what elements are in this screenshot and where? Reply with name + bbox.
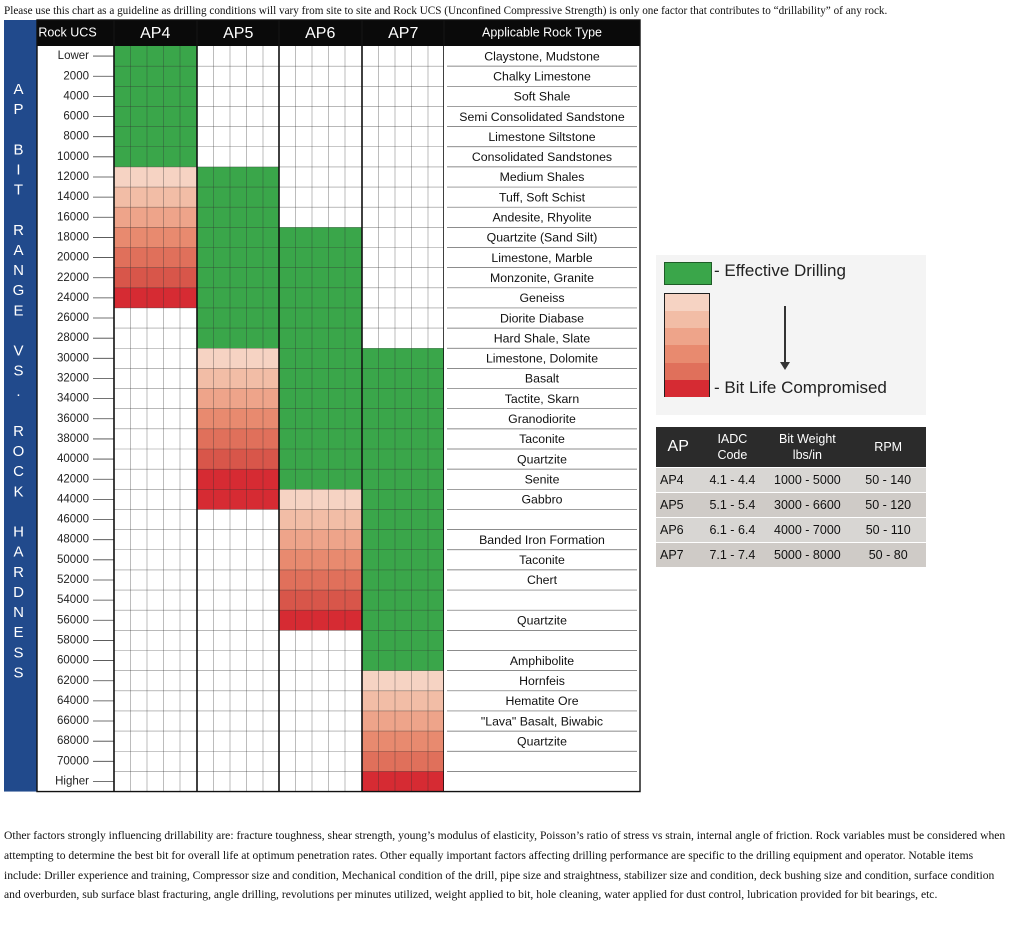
bit-cell [197,127,280,148]
ucs-label: 2000 [63,70,89,83]
bit-cell [362,469,445,490]
bit-cell [279,389,362,410]
bit-cell [279,731,362,752]
rock-type-label: Quartzite [517,452,567,467]
ucs-label: 40000 [57,453,89,466]
bit-cell [362,348,445,369]
bit-cell [114,630,197,651]
rock-type-label: Soft Shale [513,89,571,104]
spec-cell: 50 - 140 [850,468,926,493]
rock-type-label: Limestone, Dolomite [485,351,599,366]
bit-cell [362,389,445,410]
bit-cell [362,550,445,571]
bit-cell [362,711,445,732]
rock-type-label: Hematite Ore [505,694,579,709]
bit-cell [362,570,445,591]
bit-cell [279,368,362,389]
sidebar-letter: N [13,262,24,280]
bit-cell [114,731,197,752]
bit-cell [362,288,445,309]
bit-cell [362,429,445,450]
bit-cell [279,167,362,188]
bit-column-ap5 [197,46,280,792]
ucs-label: 32000 [57,372,89,385]
bit-cell [114,288,197,309]
bit-cell [362,449,445,470]
rock-type-label: Chalky Limestone [493,69,591,84]
ucs-label: 8000 [63,130,89,143]
sidebar-letter: A [13,80,24,98]
bit-cell [362,771,445,792]
footer-text: Other factors strongly influencing drillability are: fracture toughness, shear strength, young’s modulus of elasticity, Poisson’s ratio of stress vs strain, internal angle of friction. Rock variables must be considered when attempting to determine the best bit for overall life at optimum penetration rates. Other equally important factors affecting drilling performance are specific to the drilling equipment and operator. Notable items include: Driller experience and training, Compressor size and condition, Mechanical condition of the drill, pipe size and straightness, stabilizer size and condition, deck bushing size and condition, surface condition and overburden, sub surface blast fracturing, angle drilling, revolutions per minutes utilized, weight applied to bit, hole cleaning, water applied for dust control, lubrication provided for bit bearings, etc. [4,829,1006,902]
legend-gradient-step [665,380,709,397]
bit-cell [197,489,280,510]
bit-cell [114,449,197,470]
bit-cell [114,570,197,591]
bit-cell [362,630,445,651]
bit-cell [279,610,362,631]
bit-cell [279,348,362,369]
sidebar-letter: H [13,523,24,541]
bit-cell [279,409,362,430]
rock-type-label: Taconite [519,553,565,568]
legend-effective-swatch [664,262,712,285]
bit-cell [362,328,445,349]
bit-cell [197,711,280,732]
spec-cell: 4000 - 7000 [764,518,850,543]
sidebar-letter: A [13,543,24,561]
bit-cell [197,227,280,248]
rock-type-label: Granodiorite [508,412,576,427]
ucs-label: 44000 [57,493,89,506]
ucs-label: 64000 [57,694,89,707]
ucs-label: 42000 [57,473,89,486]
bit-cell [197,671,280,692]
ucs-label: 18000 [57,231,89,244]
legend-gradient-step [665,294,709,311]
bit-cell [197,731,280,752]
ucs-label: 70000 [57,755,89,768]
legend-gradient-step [665,363,709,380]
bit-cell [362,671,445,692]
ucs-label: 20000 [57,251,89,264]
bit-cell [197,771,280,792]
bit-cell [197,46,280,67]
bit-cell [279,771,362,792]
bit-cell [197,509,280,530]
bit-cell [197,630,280,651]
rock-type-label: Limestone, Marble [491,250,593,265]
sidebar-letter: S [13,664,24,682]
ucs-label: 30000 [57,352,89,365]
bit-cell [362,368,445,389]
ucs-label: 22000 [57,271,89,284]
sidebar-letter: R [13,221,24,239]
bit-cell [114,308,197,329]
rock-type-label: Geneiss [519,291,565,306]
rock-type-label: Claystone, Mudstone [484,49,600,64]
legend-gradient-step [665,311,709,328]
rock-type-label: Andesite, Rhyolite [492,210,592,225]
sidebar-letter: I [16,161,21,179]
bit-cell [114,771,197,792]
legend-gradient-step [665,328,709,345]
bit-cell [362,651,445,672]
bit-column-ap6 [279,46,362,792]
bit-cell [197,268,280,289]
bit-cell [114,590,197,611]
bit-cell [114,711,197,732]
spec-cell: 7.1 - 7.4 [700,543,764,568]
sidebar-letter: G [12,282,25,300]
bit-cell [279,86,362,107]
rock-type-label: Gabbro [521,492,563,507]
bit-cell [362,248,445,269]
bit-cell [197,66,280,87]
sidebar-letter: E [13,624,24,642]
bit-cell [197,389,280,410]
bit-cell [114,530,197,551]
bit-cell [362,409,445,430]
spec-cell: 5000 - 8000 [764,543,850,568]
ucs-label: Lower [57,50,89,63]
bit-cell [279,308,362,329]
rock-type-label: Chert [526,573,558,588]
rock-type-label: Semi Consolidated Sandstone [459,109,625,124]
bit-cell [362,207,445,228]
bit-cell [197,590,280,611]
ucs-label: 48000 [57,533,89,546]
sidebar-letter: C [13,463,24,481]
ucs-label: 68000 [57,735,89,748]
ucs-label: 50000 [57,553,89,566]
bit-cell [197,147,280,168]
spec-cell: 1000 - 5000 [764,468,850,493]
bit-cell [279,106,362,127]
spec-cell: 50 - 80 [850,543,926,568]
spec-cell: 5.1 - 5.4 [700,493,764,518]
ucs-label: 58000 [57,634,89,647]
bit-cell [362,691,445,712]
rock-type-label: Taconite [519,432,565,447]
spec-cell: AP5 [656,493,700,518]
sidebar-letter: K [13,483,24,501]
bit-cell [279,46,362,67]
spec-row [656,468,926,493]
bit-cell [362,127,445,148]
bit-cell [279,288,362,309]
ucs-label: 38000 [57,432,89,445]
bit-cell [197,610,280,631]
sidebar-letter: V [13,342,24,360]
bit-cell [197,449,280,470]
bit-cell [114,550,197,571]
rock-type-label: Hard Shale, Slate [493,331,591,346]
ucs-label: 66000 [57,715,89,728]
rock-type-label: Basalt [524,371,560,386]
ucs-label: 34000 [57,392,89,405]
sidebar-letter: P [13,101,24,119]
intro-text: Please use this chart as a guideline as drilling conditions will vary from site to site and Rock UCS (Unconfined Compressive Strength) is only one factor that contributes to “drillability” of any rock. [4,5,888,17]
bit-cell [279,550,362,571]
bit-cell [279,66,362,87]
spec-cell: 4.1 - 4.4 [700,468,764,493]
rock-type-label: Senite [524,472,560,487]
bit-cell [279,489,362,510]
bit-cell [279,751,362,772]
bit-cell [279,429,362,450]
rock-type-label: Consolidated Sandstones [471,150,613,165]
bit-cell [197,751,280,772]
bit-cell [114,751,197,772]
ucs-label: 10000 [57,150,89,163]
header-rock-type: Applicable Rock Type [482,25,602,40]
ucs-label: 12000 [57,171,89,184]
bit-cell [362,167,445,188]
rock-type-label: Quartzite [517,734,567,749]
legend-gradient-swatch [664,293,710,397]
bit-cell [114,86,197,107]
rock-type-label: Tuff, Soft Schist [498,190,586,205]
bit-cell [279,268,362,289]
spec-header-iadc: IADC Code [700,427,764,468]
bit-cell [114,651,197,672]
bit-cell [114,268,197,289]
bit-cell [279,127,362,148]
bit-cell [279,570,362,591]
ucs-label: 46000 [57,513,89,526]
bit-cell [279,248,362,269]
sidebar-letter: R [13,423,24,441]
bit-cell [114,691,197,712]
sidebar-letter: A [13,241,24,259]
rock-type-label: "Lava" Basalt, Biwabic [480,714,604,729]
bit-cell [114,147,197,168]
bit-cell [279,449,362,470]
ucs-label: Higher [55,775,89,788]
sidebar-letter: T [13,181,24,199]
bit-cell [362,268,445,289]
bit-cell [114,167,197,188]
arrow-down-icon [784,306,786,364]
bit-cell [114,106,197,127]
spec-cell: 3000 - 6600 [764,493,850,518]
bit-cell [279,671,362,692]
bit-cell [197,328,280,349]
spec-cell: AP4 [656,468,700,493]
bit-cell [114,127,197,148]
bit-cell [279,207,362,228]
bit-cell [114,610,197,631]
rock-type-label: Amphibolite [509,653,575,668]
bit-cell [279,328,362,349]
bit-cell [279,227,362,248]
sidebar-letter: E [13,302,24,320]
bit-cell [114,671,197,692]
header-rock-ucs: Rock UCS [38,25,97,40]
ucs-label: 26000 [57,312,89,325]
spec-header-weight: Bit Weight lbs/in [764,427,850,468]
ucs-label: 6000 [63,110,89,123]
spec-cell: 6.1 - 6.4 [700,518,764,543]
bit-cell [362,308,445,329]
spec-header-rpm: RPM [850,427,926,468]
spec-header-ap: AP [656,427,700,468]
bit-cell [197,368,280,389]
bit-cell [362,66,445,87]
bit-cell [279,590,362,611]
bit-cell [114,389,197,410]
bit-cell [114,469,197,490]
bit-cell [114,368,197,389]
header-ap7: AP7 [388,25,419,43]
spec-row [656,543,926,568]
legend-effective-label: - Effective Drilling [714,261,846,280]
bit-cell [197,651,280,672]
sidebar-letter: D [13,583,24,601]
bit-cell [362,530,445,551]
bit-cell [114,66,197,87]
sidebar-letter: S [13,362,24,380]
bit-cell [362,590,445,611]
sidebar-letter: O [12,443,25,461]
bit-cell [114,509,197,530]
bit-cell [197,469,280,490]
bit-cell [197,570,280,591]
bit-cell [279,469,362,490]
rock-type-label: Tactite, Skarn [504,391,580,406]
bit-cell [279,187,362,208]
bit-cell [114,46,197,67]
ucs-label: 56000 [57,614,89,627]
bit-cell [114,489,197,510]
rock-type-label: Diorite Diabase [499,311,585,326]
bit-cell [197,691,280,712]
bit-cell [362,46,445,67]
bit-cell [114,227,197,248]
bit-cell [279,530,362,551]
spec-cell: 50 - 120 [850,493,926,518]
ucs-label: 60000 [57,654,89,667]
ucs-label: 36000 [57,412,89,425]
sidebar-letter: B [13,141,24,159]
bit-cell [279,711,362,732]
bit-cell [362,227,445,248]
legend-compromised-label: - Bit Life Compromised [714,378,887,397]
bit-cell [362,751,445,772]
bit-cell [279,630,362,651]
bit-cell [197,429,280,450]
ucs-label: 16000 [57,211,89,224]
bit-cell [197,409,280,430]
bit-cell [197,550,280,571]
bit-cell [197,288,280,309]
spec-cell: AP7 [656,543,700,568]
bit-cell [197,167,280,188]
sidebar-letter: R [13,563,24,581]
header-ap5: AP5 [223,25,254,43]
bit-cell [114,348,197,369]
sidebar-letter: . [16,382,21,400]
rock-type-label: Limestone Siltstone [488,129,596,144]
header-ap6: AP6 [305,25,336,43]
legend-gradient-step [665,345,709,362]
bit-cell [114,207,197,228]
rock-type-label: Quartzite [517,613,567,628]
ucs-label: 52000 [57,574,89,587]
ucs-label: 14000 [57,191,89,204]
bit-column-ap4 [114,46,197,792]
bit-cell [362,86,445,107]
ucs-label: 62000 [57,674,89,687]
ucs-label: 4000 [63,90,89,103]
bit-cell [114,187,197,208]
bit-cell [197,248,280,269]
sidebar-letter: N [13,604,24,622]
bit-cell [279,691,362,712]
bit-cell [114,328,197,349]
spec-cell: AP6 [656,518,700,543]
ucs-label: 24000 [57,291,89,304]
bit-cell [362,731,445,752]
rock-type-label: Medium Shales [499,170,585,185]
bit-cell [279,147,362,168]
ucs-label: 54000 [57,594,89,607]
bit-cell [197,187,280,208]
bit-cell [197,348,280,369]
bit-cell [362,489,445,510]
bit-cell [197,106,280,127]
ucs-label: 28000 [57,332,89,345]
bit-column-ap7 [362,46,445,792]
rock-type-label: Quartzite (Sand Silt) [486,230,598,245]
bit-cell [362,610,445,631]
bit-cell [114,429,197,450]
bit-cell [279,651,362,672]
spec-cell: 50 - 110 [850,518,926,543]
bit-cell [362,509,445,530]
spec-row [656,493,926,518]
sidebar-letter: S [13,644,24,662]
spec-table [656,427,926,567]
bit-cell [362,147,445,168]
rock-type-label: Banded Iron Formation [479,532,605,547]
bit-cell [114,248,197,269]
bit-cell [197,530,280,551]
bit-cell [362,106,445,127]
bit-cell [197,207,280,228]
bit-cell [197,86,280,107]
rock-type-label: Monzonite, Granite [490,270,594,285]
bit-cell [197,308,280,329]
bit-cell [114,409,197,430]
spec-row [656,518,926,543]
bit-cell [362,187,445,208]
bit-cell [279,509,362,530]
rock-type-label: Hornfeis [519,673,565,688]
header-ap4: AP4 [140,25,171,43]
